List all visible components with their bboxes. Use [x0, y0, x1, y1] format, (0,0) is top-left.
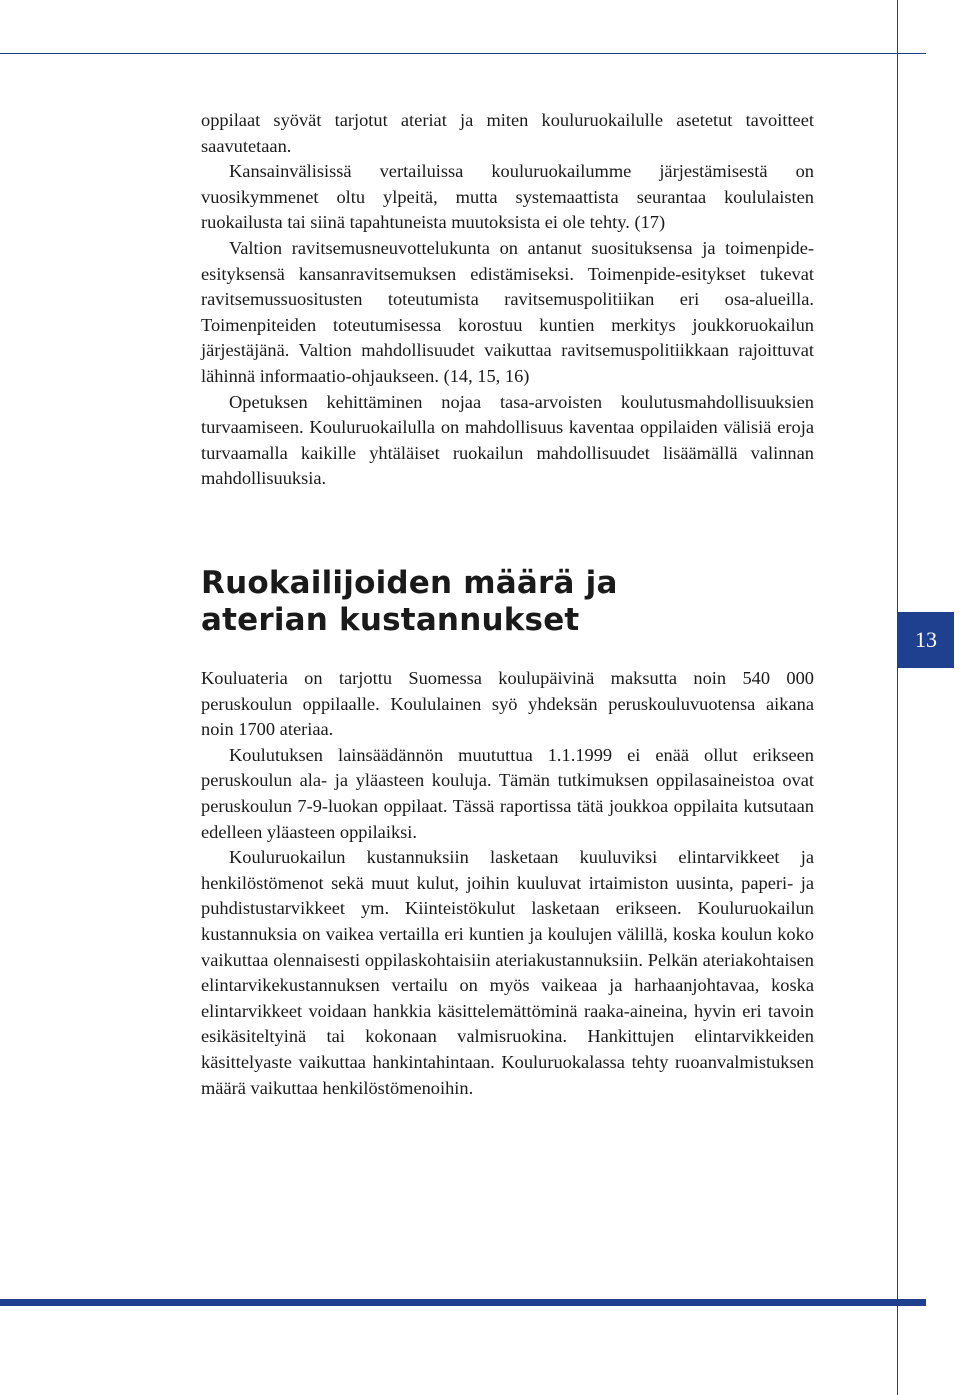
- margin-rule: [897, 0, 898, 1395]
- page-number: 13: [915, 627, 937, 652]
- paragraph: Opetuksen kehittäminen nojaa tasa-arvoisten koulutusmahdollisuuksien turvaamiseen. Kouluruokailulla on mahdollisuus kaventaa oppilaiden välisiä eroja turvaamalla kaikille yhtäläiset ruokailun mahdollisuudet lisäämällä valinnan mahdollisuuksia.: [201, 391, 814, 489]
- bottom-rule: [0, 1299, 926, 1306]
- section-heading-line: aterian kustannukset: [201, 602, 580, 638]
- intro-text: [201, 108, 814, 492]
- paragraph: Kouluateria on tarjottu Suomessa koulupäivinä maksutta noin 540 000 peruskoulun oppilaalle. Koululainen syö yhdeksän peruskouluvuotensa aikana noin 1700 ateriaa.: [201, 668, 814, 740]
- section-heading: [201, 565, 814, 639]
- page-number-tab: [898, 612, 954, 668]
- paragraph: Koulutuksen lainsäädännön muututtua 1.1.1999 ei enää ollut erikseen peruskoulun ala- ja yläasteen kouluja. Tämän tutkimuksen oppilasaineistoa ovat peruskoulun 7-9-luokan oppilaat. Tässä raportissa tätä joukkoa oppilaita kutsutaan edelleen yläasteen oppilaiksi.: [201, 744, 814, 842]
- section-text: [201, 666, 814, 1101]
- paragraph: Valtion ravitsemusneuvottelukunta on antanut suosituksensa ja toimenpide-esityksensä kansanravitsemuksen edistämiseksi. Toimenpide-esitykset tukevat ravitsemussuositusten toteutumista ravitsemuspolitiikan eri osa-alueilla. Toimenpiteiden toteutumisessa korostuu kuntien merkitys joukkoruokailun järjestäjänä. Valtion mahdollisuudet vaikuttaa ravitsemuspolitiikkaan rajoittuvat lähinnä informaatio-ohjaukseen. (14, 15, 16): [201, 237, 814, 386]
- paragraph: Kansainvälisissä vertailuissa kouluruokailumme järjestämisestä on vuosikymmenet oltu ylpeitä, mutta systemaattista seurantaa koululaisten ruokailusta tai siinä tapahtuneista muutoksista ei ole tehty. (17): [201, 161, 814, 233]
- paragraph: oppilaat syövät tarjotut ateriat ja miten kouluruokailulle asetetut tavoitteet saavutetaan.: [201, 110, 814, 156]
- paragraph: Kouluruokailun kustannuksiin lasketaan kuuluviksi elintarvikkeet ja henkilöstömenot sekä muut kulut, joihin kuuluvat irtaimiston uusinta, paperi- ja puhdistustarvikkeet ym. Kiinteistökulut lasketaan erikseen. Kouluruokailun kustannuksia on vaikea vertailla eri kuntien ja koulujen välillä, koska koulun koko vaikuttaa olennaisesti oppilaskohtaisiin ateriakustannuksiin. Pelkän ateriakohtaisen elintarvikekustannuksen vertailu on myös vaikeaa ja harhaanjohtavaa, koska elintarvikkeet voidaan hankkia käsittelemättöminä raaka-aineina, hyvin eri tavoin esikäsiteltyinä tai kokonaan valmisruokina. Hankittujen elintarvikkeiden käsittelyaste vaikuttaa hankintahintaan. Kouluruokalassa tehty ruoanvalmistuksen määrä vaikuttaa henkilöstömenoihin.: [201, 847, 814, 1098]
- top-rule: [0, 53, 926, 54]
- section-heading-line: Ruokailijoiden määrä ja: [201, 565, 618, 601]
